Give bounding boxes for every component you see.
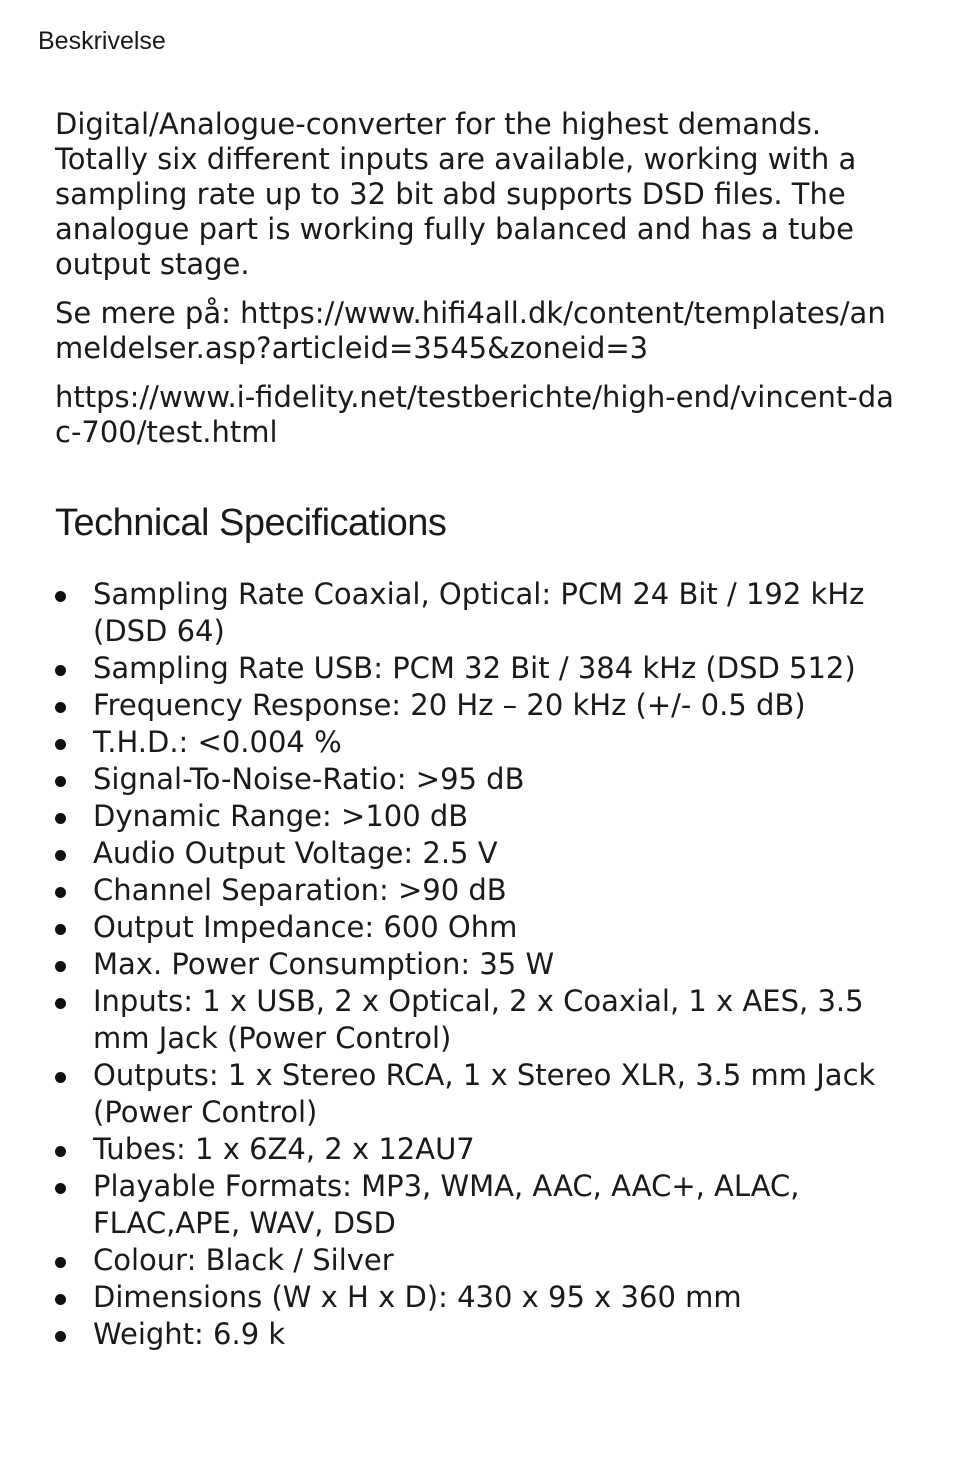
spec-item [55,1279,905,1316]
spec-text: Sampling Rate Coaxial, Optical: PCM 24 Bit / 192 kHz (DSD 64) [93,577,865,648]
spec-text: Playable Formats: MP3, WMA, AAC, AAC+, ALAC, FLAC,APE, WAV, DSD [93,1169,800,1240]
spec-item [55,909,905,946]
spec-item [55,1057,905,1131]
spec-text: Channel Separation: >90 dB [93,873,507,907]
bullet-icon [55,1146,66,1157]
spec-item [55,946,905,983]
bullet-icon [55,1183,66,1194]
spec-text: Inputs: 1 x USB, 2 x Optical, 2 x Coaxial, 1 x AES, 3.5 mm Jack (Power Control) [93,984,864,1055]
spec-item [55,798,905,835]
bullet-icon [55,887,66,898]
bullet-icon [55,813,66,824]
spec-text: Output Impedance: 600 Ohm [93,910,518,944]
spec-list [55,576,905,1353]
spec-item [55,1316,905,1353]
spec-text: Dynamic Range: >100 dB [93,799,469,833]
bullet-icon [55,1072,66,1083]
spec-item [55,872,905,909]
bullet-icon [55,776,66,787]
description-content [55,107,905,1353]
spec-item [55,1242,905,1279]
spec-text: Outputs: 1 x Stereo RCA, 1 x Stereo XLR, 3.5 mm Jack (Power Control) [93,1058,876,1129]
bullet-icon [55,1294,66,1305]
spec-text: Max. Power Consumption: 35 W [93,947,555,981]
bullet-icon [55,998,66,1009]
spec-item [55,724,905,761]
spec-text: T.H.D.: <0.004 % [93,725,342,759]
bullet-icon [55,739,66,750]
spec-text: Sampling Rate USB: PCM 32 Bit / 384 kHz (DSD 512) [93,651,856,685]
bullet-icon [55,961,66,972]
section-label: Beskrivelse [38,27,166,55]
spec-item [55,761,905,798]
spec-item [55,576,905,650]
bullet-icon [55,1257,66,1268]
bullet-icon [55,665,66,676]
spec-item [55,1168,905,1242]
bullet-icon [55,591,66,602]
spec-text: Audio Output Voltage: 2.5 V [93,836,498,870]
see-more-link-text[interactable]: Se mere på: https://www.hifi4all.dk/content/templates/anmeldelser.asp?articleid=3545&zoneid=3 [55,296,886,365]
technical-specifications-heading: Technical Specifications [55,502,447,544]
spec-item [55,1131,905,1168]
spec-text: Tubes: 1 x 6Z4, 2 x 12AU7 [93,1132,475,1166]
i-fidelity-link-text[interactable]: https://www.i-fidelity.net/testberichte/high-end/vincent-dac-700/test.html [55,380,894,449]
description-paragraph: Digital/Analogue-converter for the highest demands. Totally six different inputs are available, working with a sampling rate up to 32 bit abd supports DSD files. The analogue part is working fully balanced and has a tube output stage. [55,107,857,281]
spec-text: Signal-To-Noise-Ratio: >95 dB [93,762,525,796]
spec-text: Dimensions (W x H x D): 430 x 95 x 360 mm [93,1280,742,1314]
spec-text: Colour: Black / Silver [93,1243,394,1277]
spec-text: Weight: 6.9 k [93,1317,286,1351]
bullet-icon [55,702,66,713]
spec-text: Frequency Response: 20 Hz – 20 kHz (+/- 0.5 dB) [93,688,806,722]
spec-item [55,983,905,1057]
spec-item [55,687,905,724]
bullet-icon [55,924,66,935]
bullet-icon [55,850,66,861]
bullet-icon [55,1331,66,1342]
spec-item [55,835,905,872]
spec-item [55,650,905,687]
